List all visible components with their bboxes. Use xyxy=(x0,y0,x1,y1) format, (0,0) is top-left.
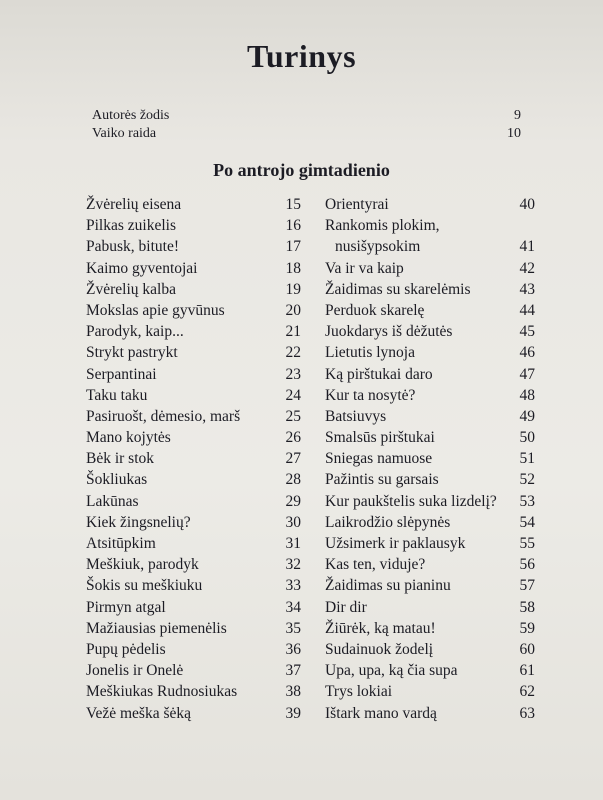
toc-entry xyxy=(325,321,535,342)
entry-name: Rankomis plokim, xyxy=(325,217,440,235)
entry-page: 32 xyxy=(285,556,301,574)
toc-entry xyxy=(325,512,535,533)
entry-name: Trys lokiai xyxy=(325,683,393,701)
toc-entry xyxy=(86,258,301,279)
entry-page: 53 xyxy=(519,492,535,510)
entry-page: 49 xyxy=(519,407,535,425)
toc-entry xyxy=(86,321,301,342)
toc-left-column xyxy=(86,194,301,724)
toc-entry xyxy=(325,660,535,681)
entry-name: Žaidimas su pianinu xyxy=(325,577,451,595)
entry-page: 46 xyxy=(519,344,535,362)
entry-page: 38 xyxy=(285,683,301,701)
toc-entry xyxy=(325,491,535,512)
toc-entry xyxy=(86,554,301,575)
entry-name: Pažintis su garsais xyxy=(325,471,439,489)
entry-name: Kaimo gyventojai xyxy=(86,259,198,277)
entry-name: Autorės žodis xyxy=(92,108,170,123)
entry-name: Mokslas apie gyvūnus xyxy=(86,301,225,319)
entry-page: 28 xyxy=(285,471,301,489)
entry-name: Dir dir xyxy=(325,598,367,616)
entry-name: Meškiuk, parodyk xyxy=(86,556,199,574)
toc-entry xyxy=(92,126,521,144)
toc-entry xyxy=(325,258,535,279)
entry-name: Sudainuok žodelį xyxy=(325,640,434,658)
entry-page: 22 xyxy=(285,344,301,362)
entry-page: 15 xyxy=(285,196,301,213)
entry-name: Žvėrelių kalba xyxy=(86,280,176,298)
toc-entry xyxy=(325,385,535,406)
toc-entry xyxy=(86,512,301,533)
entry-page: 61 xyxy=(519,662,535,680)
entry-page: 41 xyxy=(519,238,535,256)
entry-page: 16 xyxy=(285,217,301,235)
entry-page: 31 xyxy=(285,535,301,552)
entry-name: Lietutis lynoja xyxy=(325,344,415,362)
entry-name: Taku taku xyxy=(86,386,148,404)
entry-page: 60 xyxy=(519,640,535,658)
toc-entry xyxy=(325,215,535,236)
entry-name: Smalsūs pirštukai xyxy=(325,429,435,447)
toc-entry xyxy=(325,427,535,448)
toc-entry xyxy=(86,703,301,724)
entry-page: 56 xyxy=(519,556,535,574)
toc-entry xyxy=(325,681,535,702)
entry-page: 58 xyxy=(519,598,535,616)
toc-entry xyxy=(92,108,521,126)
entry-page: 37 xyxy=(285,662,301,680)
entry-name: Juokdarys iš dėžutės xyxy=(325,323,453,341)
entry-name: Vaiko raida xyxy=(92,126,157,141)
entry-page: 21 xyxy=(285,323,301,341)
toc-entry xyxy=(86,300,301,321)
entry-page: 48 xyxy=(519,386,535,404)
intro-entries xyxy=(92,108,521,144)
entry-name: Pupų pėdelis xyxy=(86,640,166,658)
entry-page: 57 xyxy=(519,577,535,595)
entry-page: 51 xyxy=(519,450,535,468)
toc-entry xyxy=(86,448,301,469)
entry-page: 33 xyxy=(285,577,301,595)
toc-entry xyxy=(86,491,301,512)
entry-name: Atsitūpkim xyxy=(86,535,156,552)
toc-entry xyxy=(86,427,301,448)
toc-entry xyxy=(325,469,535,490)
entry-name: Ištark mano vardą xyxy=(325,704,437,722)
entry-page: 35 xyxy=(285,619,301,637)
entry-name: Bėk ir stok xyxy=(86,450,155,468)
toc-entry xyxy=(86,406,301,427)
toc-entry xyxy=(325,342,535,363)
toc-entry xyxy=(325,703,535,724)
entry-page: 36 xyxy=(285,640,301,658)
entry-name: Žvėrelių eisena xyxy=(86,196,182,213)
entry-name: Parodyk, kaip... xyxy=(86,323,184,341)
toc-entry xyxy=(86,342,301,363)
toc-entry xyxy=(86,194,301,215)
entry-page: 17 xyxy=(285,238,301,256)
section-title: Po antrojo gimtadienio xyxy=(213,160,390,180)
entry-page: 39 xyxy=(285,704,301,722)
toc-entry xyxy=(86,639,301,660)
toc-entry xyxy=(86,364,301,385)
entry-name: Sniegas namuose xyxy=(325,450,433,468)
entry-name: Mano kojytės xyxy=(86,429,171,447)
toc-entry xyxy=(325,575,535,596)
entry-name: Užsimerk ir paklausyk xyxy=(325,535,466,552)
toc-entry xyxy=(86,279,301,300)
entry-page: 25 xyxy=(285,407,301,425)
entry-name: Va ir va kaip xyxy=(325,259,404,277)
entry-name: Meškiukas Rudnosiukas xyxy=(86,683,238,701)
toc-right-column xyxy=(325,194,535,724)
entry-name: Kas ten, viduje? xyxy=(325,556,426,574)
entry-page: 45 xyxy=(519,323,535,341)
entry-page: 42 xyxy=(519,259,535,277)
entry-name: Perduok skarelę xyxy=(325,301,425,319)
entry-name: Pasiruošt, dėmesio, marš xyxy=(86,407,241,425)
entry-page: 59 xyxy=(519,619,535,637)
entry-name: Ką pirštukai daro xyxy=(325,365,433,383)
page-title: Turinys xyxy=(246,38,357,74)
toc-entry xyxy=(86,575,301,596)
toc-entry xyxy=(86,236,301,257)
toc-entry xyxy=(86,385,301,406)
entry-name: Žaidimas su skarelėmis xyxy=(325,280,471,298)
entry-name: nusišypsokim xyxy=(335,238,421,256)
toc-entry xyxy=(325,236,535,257)
toc-entry xyxy=(325,448,535,469)
entry-name: Serpantinai xyxy=(86,365,157,383)
entry-page: 54 xyxy=(519,513,535,531)
entry-name: Mažiausias piemenėlis xyxy=(86,619,227,637)
entry-name: Kur ta nosytė? xyxy=(325,386,416,404)
entry-page: 34 xyxy=(285,598,301,616)
entry-name: Strykt pastrykt xyxy=(86,344,178,362)
toc-entry xyxy=(325,364,535,385)
entry-page: 18 xyxy=(285,259,301,277)
toc-entry xyxy=(86,681,301,702)
toc-entry xyxy=(86,215,301,236)
toc-entry xyxy=(325,300,535,321)
entry-page: 29 xyxy=(285,492,301,510)
entry-name: Orientyrai xyxy=(325,196,389,213)
toc-entry xyxy=(86,618,301,639)
entry-page: 26 xyxy=(285,429,301,447)
entry-page: 10 xyxy=(507,126,521,141)
entry-page: 44 xyxy=(519,301,535,319)
toc-entry xyxy=(325,194,535,215)
entry-page: 62 xyxy=(519,683,535,701)
toc-entry xyxy=(86,597,301,618)
toc-entry xyxy=(86,469,301,490)
toc-entry xyxy=(86,533,301,554)
entry-page: 30 xyxy=(285,513,301,531)
entry-page: 20 xyxy=(285,301,301,319)
entry-name: Šokliukas xyxy=(86,471,148,489)
entry-name: Lakūnas xyxy=(86,492,139,510)
entry-page: 9 xyxy=(514,108,521,123)
entry-page: 27 xyxy=(285,450,301,468)
entry-name: Upa, upa, ką čia supa xyxy=(325,662,458,680)
entry-name: Pabusk, bitute! xyxy=(86,238,179,256)
entry-page: 47 xyxy=(519,365,535,383)
entry-name: Laikrodžio slėpynės xyxy=(325,513,451,531)
toc-entry xyxy=(325,618,535,639)
entry-page: 55 xyxy=(519,535,535,552)
entry-name: Vežė meška šėką xyxy=(86,704,192,722)
entry-name: Pilkas zuikelis xyxy=(86,217,176,235)
entry-name: Žiūrėk, ką matau! xyxy=(325,619,436,637)
entry-page: 40 xyxy=(519,196,535,213)
toc-entry xyxy=(325,533,535,554)
toc-entry xyxy=(325,279,535,300)
toc-entry xyxy=(325,554,535,575)
entry-page: 23 xyxy=(285,365,301,383)
entry-page: 63 xyxy=(519,704,535,722)
entry-name: Jonelis ir Onelė xyxy=(86,662,184,680)
entry-page: 50 xyxy=(519,429,535,447)
entry-name: Pirmyn atgal xyxy=(86,598,166,616)
toc-entry xyxy=(325,406,535,427)
toc-entry xyxy=(325,597,535,618)
toc-entry xyxy=(86,660,301,681)
entry-page: 19 xyxy=(285,280,301,298)
entry-name: Šokis su meškiuku xyxy=(86,577,203,595)
entry-page: 52 xyxy=(519,471,535,489)
entry-page: 24 xyxy=(285,386,301,404)
entry-name: Kur paukštelis suka lizdelį? xyxy=(325,492,497,510)
entry-name: Batsiuvys xyxy=(325,407,387,425)
entry-name: Kiek žingsnelių? xyxy=(86,513,191,531)
toc-entry xyxy=(325,639,535,660)
entry-page: 43 xyxy=(519,280,535,298)
